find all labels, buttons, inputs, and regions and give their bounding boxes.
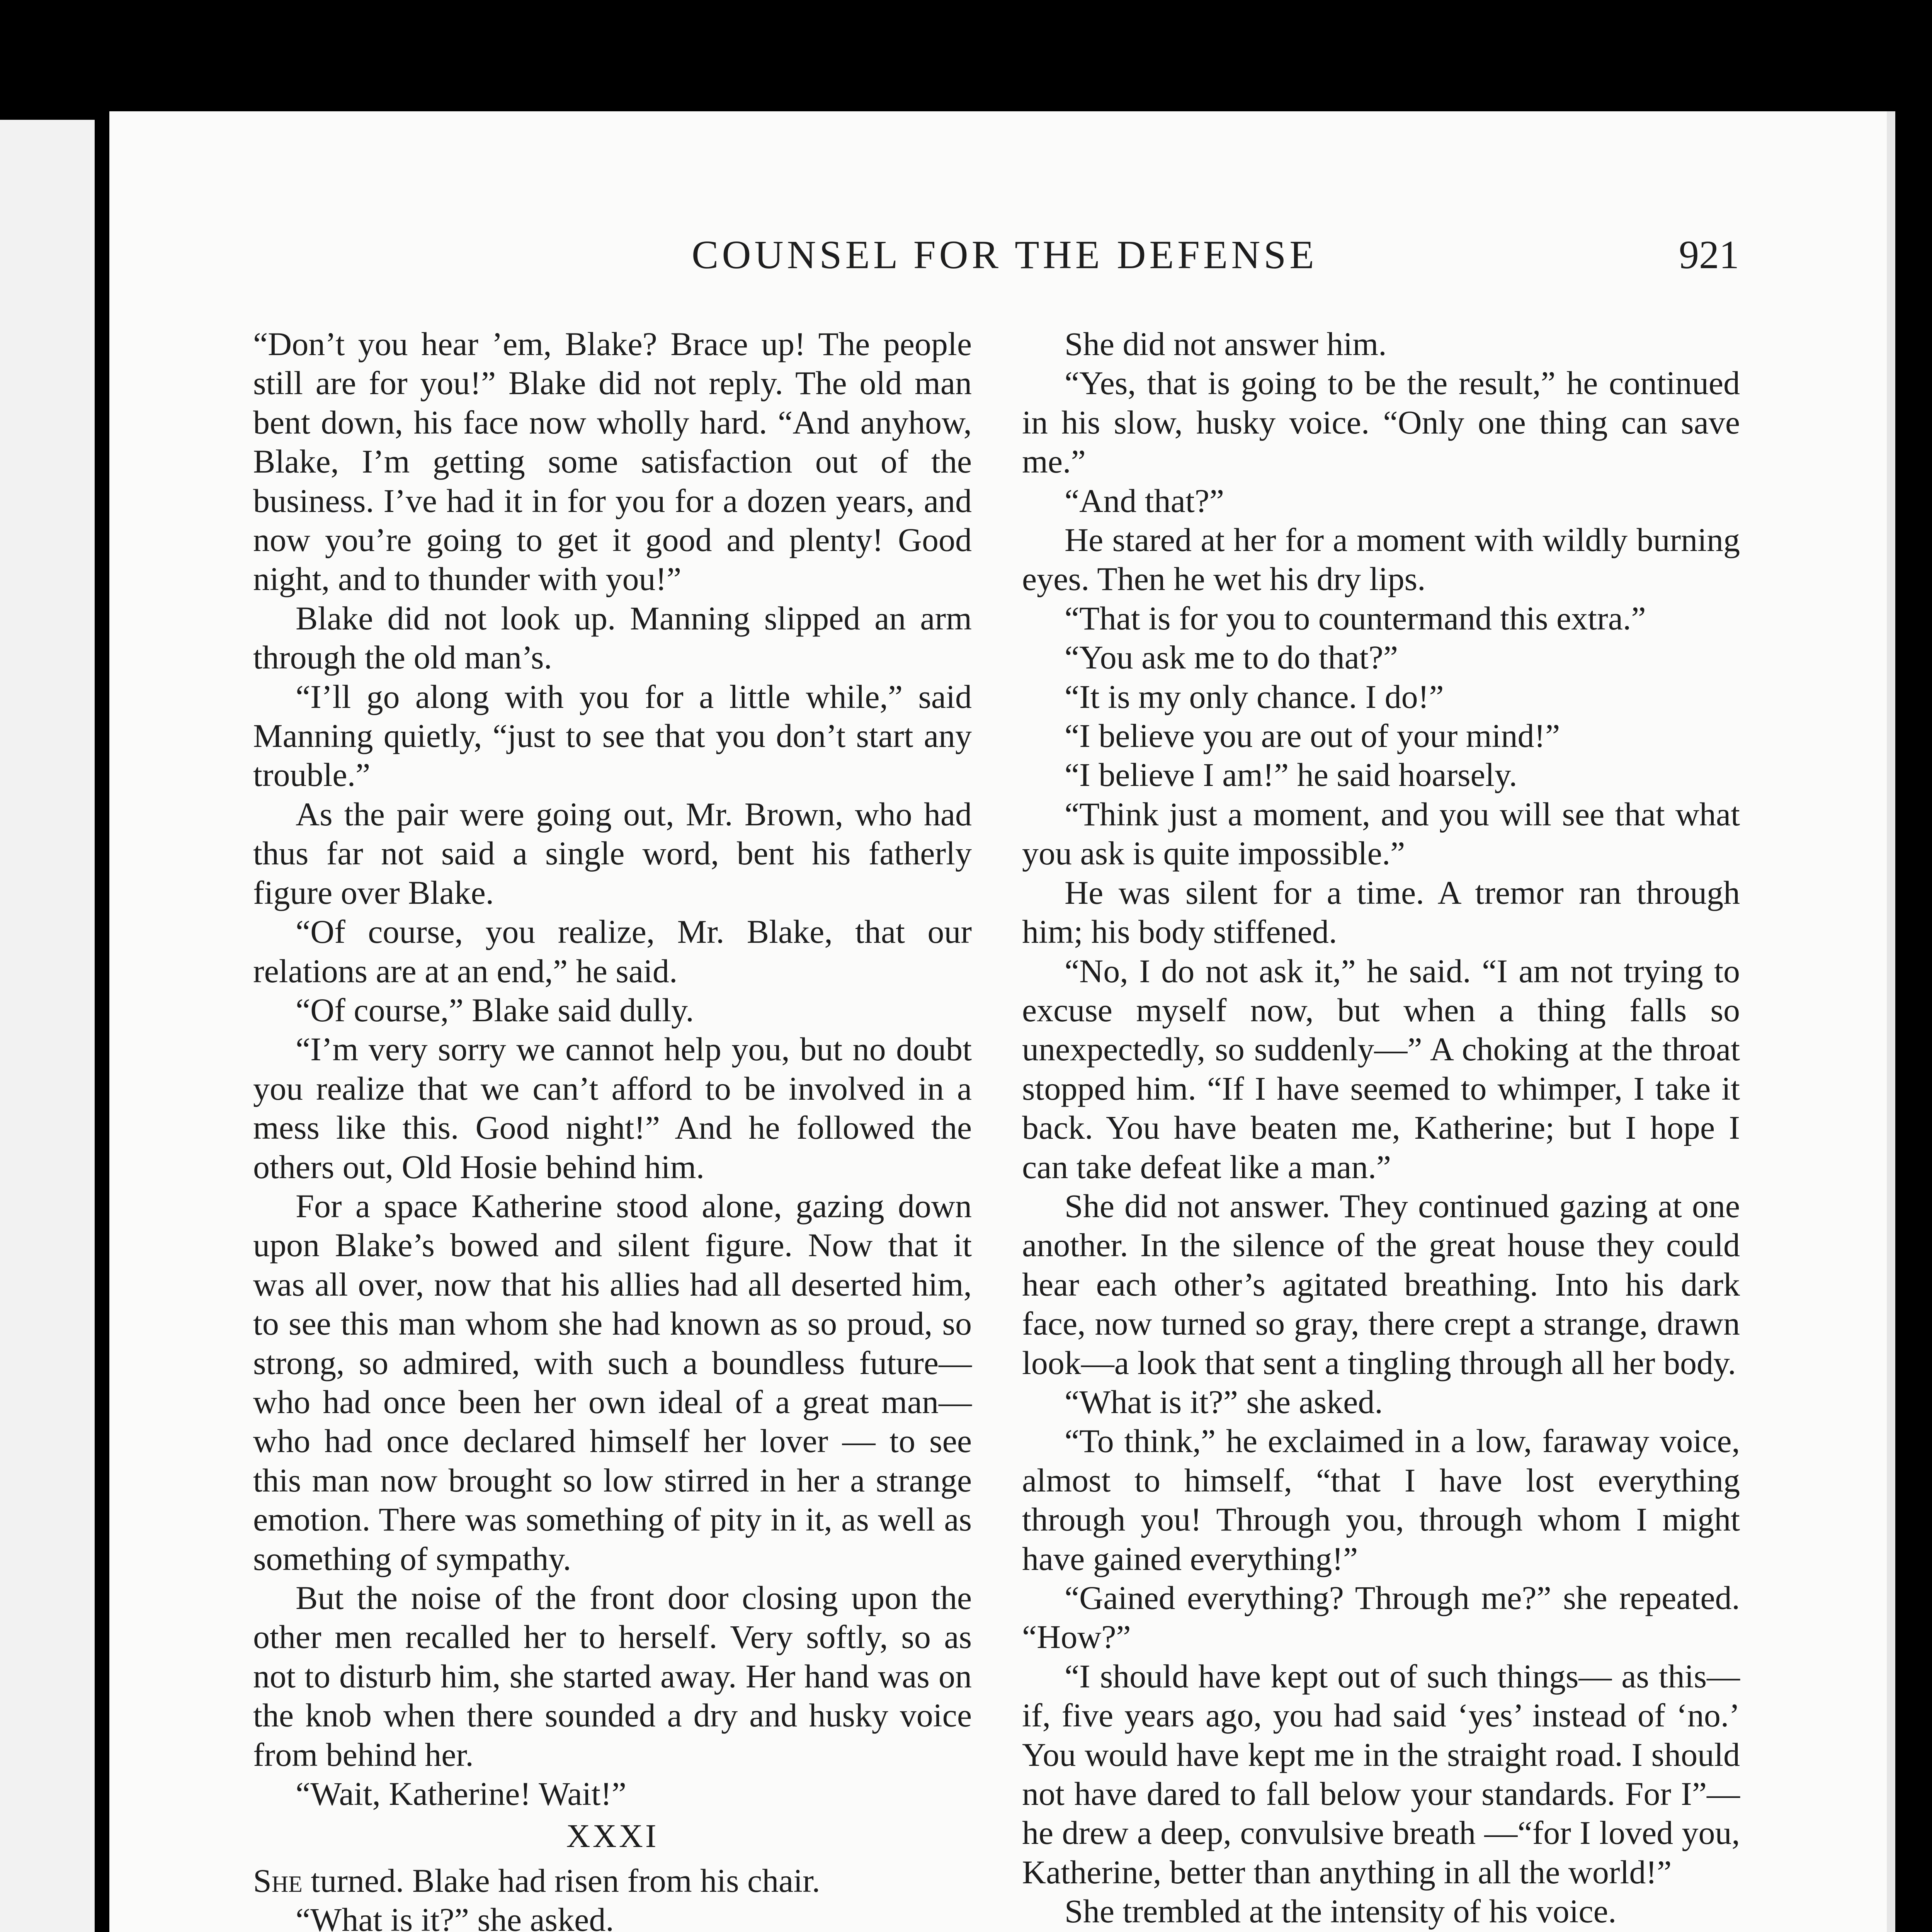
paragraph: “To think,” he exclaimed in a low, faraway voice, almost to himself, “that I have lost everything through you! Through you, through whom I might have gained everything!” <box>1022 1422 1740 1577</box>
paragraph: But the noise of the front door closing upon the other men recalled her to herself. Very softly, so as not to disturb him, she started away. Her hand was on the knob when there sounded a dry and husky voice from behind her. <box>253 1579 972 1773</box>
paragraph: “What is it?” she asked. <box>1065 1383 1383 1420</box>
paragraph: “Of course,” Blake said dully. <box>296 991 694 1029</box>
paragraph: “I believe I am!” he said hoarsely. <box>1065 756 1517 794</box>
paragraph: She did not answer him. <box>1065 325 1387 362</box>
paragraph: “It is my only chance. I do!” <box>1065 678 1444 715</box>
paragraph: “I’m very sorry we cannot help you, but no doubt you realize that we can’t afford to be involved in a mess like this. Good night!” And he followed the others out, Old Hosie behind him. <box>253 1031 972 1185</box>
paragraph: “Don’t you hear ’em, Blake? Brace up! The people still are for you!” Blake did not reply. The old man bent down, his face now wholly hard. “And anyhow, Blake, I’m getting some satisfaction out of the business. I’ve had it in for you for a dozen years, and now you’re going to get it good and plenty! Good night, and to thunder with you!” <box>253 325 972 598</box>
paragraph: She did not answer. They continued gazing at one another. In the silence of the great house they could hear each other’s agitated breathing. Into his dark face, now turned so gray, there crept a strange, drawn look—a look that sent a tingling through all her body. <box>1022 1187 1740 1381</box>
right-column <box>1022 325 1740 1932</box>
paragraph: “I should have kept out of such things— as this—if, five years ago, you had said ‘yes’ instead of ‘no.’ You would have kept me in the straight road. I should not have dared to fall below your standards. For I”—he drew a deep, convulsive breath —“for I loved you, Katherine, better than anything in all the world!” <box>1022 1657 1740 1891</box>
previous-page-edge <box>0 120 95 1932</box>
chapter-opening-paragraph <box>253 1861 972 1900</box>
paragraph: “I’ll go along with you for a little while,” said Manning quietly, “just to see that you don’t start any trouble.” <box>253 678 972 794</box>
paragraph: “Think just a moment, and you will see that what you ask is quite impossible.” <box>1022 795 1740 872</box>
running-title: COUNSEL FOR THE DEFENSE <box>692 233 1318 277</box>
paragraph: “I believe you are out of your mind!” <box>1065 717 1560 755</box>
paragraph: “Of course, you realize, Mr. Blake, that our relations are at an end,” he said. <box>253 913 972 990</box>
paragraph: She trembled at the intensity of his voice. <box>1065 1893 1617 1930</box>
paragraph: “Yes, that is going to be the result,” he continued in his slow, husky voice. “Only one thing can save me.” <box>1022 364 1740 480</box>
paragraph: “No, I do not ask it,” he said. “I am not trying to excuse myself now, but when a thing falls so unexpectedly, so suddenly—” A choking at the throat stopped him. “If I have seemed to whimper, I take it back. You have beaten me, Katherine; but I hope I can take defeat like a man.” <box>1022 952 1740 1185</box>
paragraph: “You ask me to do that?” <box>1065 639 1398 676</box>
paragraph: He was silent for a time. A tremor ran through him; his body stiffened. <box>1022 874 1740 951</box>
paragraph: As the pair were going out, Mr. Brown, who had thus far not said a single word, bent his fatherly figure over Blake. <box>253 795 972 911</box>
chapter-heading: XXXI <box>566 1817 659 1855</box>
paragraph: “And that?” <box>1065 482 1225 519</box>
paragraph: He stared at her for a moment with wildly burning eyes. Then he wet his dry lips. <box>1022 521 1740 598</box>
paragraph: For a space Katherine stood alone, gazing down upon Blake’s bowed and silent figure. Now that it was all over, now that his allies had all deserted him, to see this man whom she had known as so proud, so strong, so admired, with such a boundless future—who had once been her own ideal of a great man—who had once declared himself her lover — to see this man now brought so low stirred in her a strange emotion. There was something of pity in it, as well as something of sympathy. <box>253 1187 972 1577</box>
paragraph: Blake did not look up. Manning slipped an arm through the old man’s. <box>253 599 972 676</box>
page-number: 921 <box>1679 233 1739 277</box>
chapter-first-rest: turned. Blake had risen from his chair. <box>302 1862 820 1899</box>
paragraph: “That is for you to countermand this extra.” <box>1065 599 1646 637</box>
paragraph: “Gained everything? Through me?” she repeated. “How?” <box>1022 1579 1740 1656</box>
left-column <box>253 325 972 1932</box>
paragraph: “What is it?” she asked. <box>296 1901 614 1932</box>
chapter-first-word: She <box>253 1862 303 1899</box>
paragraph: “Wait, Katherine! Wait!” <box>296 1775 627 1813</box>
